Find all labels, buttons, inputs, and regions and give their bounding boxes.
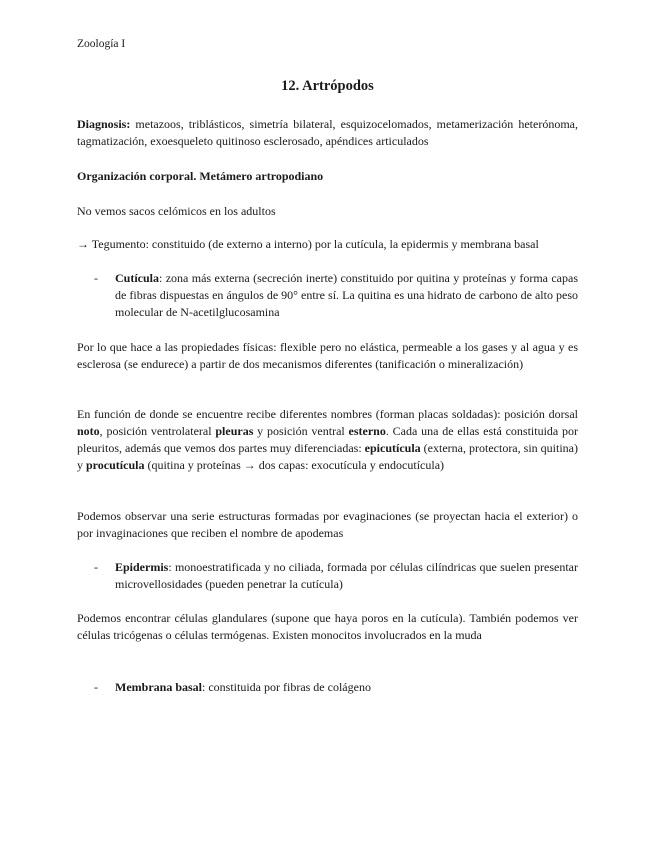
- membrana-text: : constituida por fibras de colágeno: [202, 680, 371, 694]
- term-procuticula: procutícula: [86, 458, 145, 472]
- section-heading: Organización corporal. Metámero artropodiano: [77, 169, 324, 183]
- funcion-text-1: En función de donde se encuentre recibe diferentes nombres (forman placas soldadas): posición dorsal: [77, 407, 578, 421]
- bullet-dash: -: [94, 680, 98, 694]
- paragraph-glandulares: Podemos encontrar células glandulares (supone que haya poros en la cutícula). También podemos ver células tricógenas o células termógenas. Existen monocitos involucrados en la muda: [77, 611, 578, 642]
- funcion-text-4: . Cada una de ellas está constituida por pleuritos, además que vemos dos partes muy diferenciadas:: [77, 424, 579, 455]
- bullet-cuticula: [115, 270, 578, 321]
- diagnosis-text: metazoos, triblásticos, simetría bilateral, esquizocelomados, metamerización heterónoma, tagmatización, exoesqueleto quitinoso esclerosado, apéndices articulados: [77, 117, 578, 148]
- paragraph-propiedades: Por lo que hace a las propiedades físicas: flexible pero no elástica, permeable a los gases y al agua y es esclerosa (se endurece) a partir de dos mecanismos diferentes (tanificación o mineralización): [77, 340, 578, 371]
- diagnosis-label: Diagnosis:: [77, 117, 131, 131]
- funcion-text-6: (quitina y proteínas → dos capas: exocutícula y endocutícula): [144, 458, 445, 472]
- funcion-text-5: (externa, protectora, sin quitina) y: [77, 441, 578, 472]
- diagnosis-paragraph: [77, 116, 578, 150]
- cuticula-text: : zona más externa (secreción inerte) constituido por quitina y proteínas y forma capas de fibras dispuestas en ángulos de 90° entre sí. La quitina es una hidrato de carbono de alto peso molecular de N-acetilglucosamina: [115, 271, 578, 319]
- term-epicuticula: epicutícula: [364, 441, 421, 455]
- bullet-dash: -: [94, 271, 98, 285]
- paragraph-tegumento: → Tegumento: constituido (de externo a interno) por la cutícula, la epidermis y membrana basal: [77, 237, 539, 251]
- bullet-epidermis: [115, 559, 578, 593]
- term-pleuras: pleuras: [215, 424, 254, 438]
- epidermis-label: Epidermis: [115, 560, 169, 574]
- term-esterno: esterno: [348, 424, 386, 438]
- paragraph-estructuras: Podemos observar una serie estructuras formadas por evaginaciones (se proyectan hacia el exterior) o por invaginaciones que reciben el nombre de apodemas: [77, 509, 578, 540]
- paragraph-funcion: [77, 406, 578, 474]
- funcion-text-3: y posición ventral: [253, 424, 349, 438]
- page-header: Zoología I: [77, 38, 126, 50]
- paragraph-celomicos: No vemos sacos celómicos en los adultos: [77, 204, 276, 218]
- funcion-text-2: , posición ventrolateral: [99, 424, 216, 438]
- bullet-dash: -: [94, 560, 98, 574]
- epidermis-text: : monoestratificada y no ciliada, formada por células cilíndricas que suelen presentar microvellosidades (pueden penetrar la cutícula): [115, 560, 578, 591]
- bullet-membrana-basal: [115, 679, 578, 696]
- term-noto: noto: [77, 424, 100, 438]
- cuticula-label: Cutícula: [115, 271, 160, 285]
- chapter-title: 12. Artrópodos: [281, 78, 374, 94]
- membrana-label: Membrana basal: [115, 680, 202, 694]
